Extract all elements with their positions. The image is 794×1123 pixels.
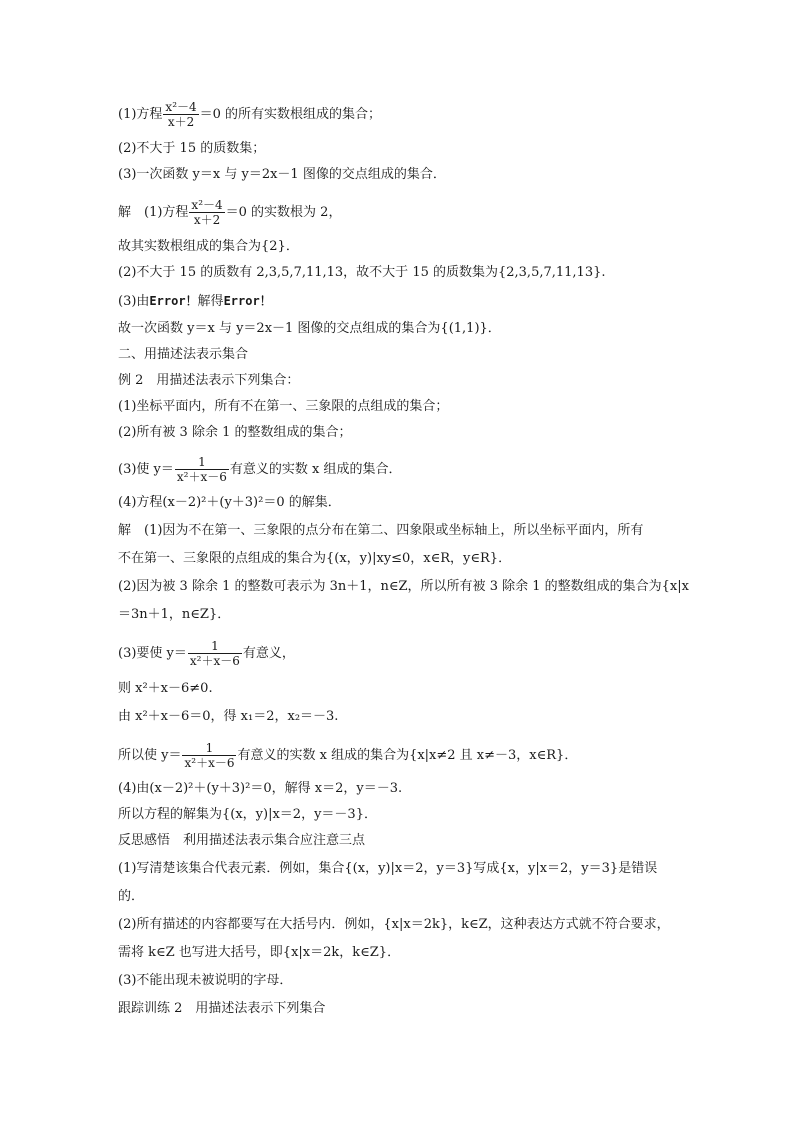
solution-3b-line: 故一次函数 y＝x 与 y＝2x－1 图像的交点组成的集合为{(1,1)}． bbox=[118, 321, 501, 336]
practice-title: 跟踪训练 2 用描述法表示下列集合 bbox=[118, 1001, 326, 1016]
answer-1a: 解 (1)因为不在第一、三象限的点分布在第二、四象限或坐标轴上，所以坐标平面内，所有 bbox=[118, 523, 644, 538]
answer-2a: (2)因为被 3 除余 1 的整数可表示为 3n＋1，n∈Z，所以所有被 3 除余 1 的整数组成的集合为{x|x bbox=[118, 579, 689, 594]
text: (3)使 y＝ bbox=[118, 462, 174, 477]
example-item-3 bbox=[118, 455, 402, 484]
example-title: 例 2 用描述法表示下列集合： bbox=[118, 373, 300, 388]
text: 所以使 y＝ bbox=[118, 748, 182, 763]
fraction-denominator: x＋2 bbox=[189, 212, 224, 227]
text: 有意义， bbox=[242, 646, 295, 661]
text: 解得 bbox=[197, 294, 224, 309]
text: (3)要使 y＝ bbox=[118, 646, 187, 661]
fraction-numerator: 1 bbox=[205, 741, 214, 755]
section-heading: 二、用描述法表示集合 bbox=[118, 347, 249, 362]
solution-1b-line: 故其实数根组成的集合为{2}． bbox=[118, 239, 299, 254]
answer-4b: 所以方程的解集为{(x，y)|x＝2，y＝－3}． bbox=[118, 807, 377, 822]
fraction bbox=[175, 455, 229, 484]
reflection-title: 反思感悟 利用描述法表示集合应注意三点 bbox=[118, 833, 366, 848]
fraction bbox=[188, 639, 242, 668]
text: (1)方程 bbox=[118, 107, 163, 122]
fraction bbox=[163, 100, 198, 129]
text: 有意义的实数 x 组成的集合． bbox=[229, 462, 402, 477]
answer-1b: 不在第一、三象限的点组成的集合为{(x，y)|xy≤0，x∈R，y∈R}． bbox=[118, 551, 512, 566]
fraction bbox=[182, 741, 236, 770]
fraction-denominator: x²＋x－6 bbox=[184, 756, 235, 770]
reflection-2b: 需将 k∈Z 也写进大括号，即{x|x＝2k，k∈Z}． bbox=[118, 945, 401, 960]
solution-1-line bbox=[118, 198, 341, 227]
text: ＝0 的实数根为 2， bbox=[225, 205, 342, 220]
reflection-3: (3)不能出现未被说明的字母． bbox=[118, 973, 293, 988]
answer-2b: ＝3n＋1，n∈Z}． bbox=[118, 607, 231, 622]
text: ＝0 的所有实数根组成的集合； bbox=[199, 107, 382, 122]
answer-4: (4)由(x－2)²＋(y＋3)²＝0，解得 x＝2，y＝－3. bbox=[118, 781, 403, 796]
fraction bbox=[189, 198, 224, 227]
fraction-numerator: 1 bbox=[211, 639, 219, 653]
example-item-2: (2)所有被 3 除余 1 的整数组成的集合； bbox=[118, 425, 352, 440]
fraction-denominator: x²＋x－6 bbox=[176, 470, 227, 484]
fraction-denominator: x＋2 bbox=[163, 114, 198, 129]
reflection-1b: 的． bbox=[118, 889, 145, 904]
fraction-denominator: x²＋x－6 bbox=[189, 654, 240, 668]
answer-3 bbox=[118, 639, 295, 668]
fraction-numerator: 1 bbox=[198, 455, 206, 469]
solution-3-line bbox=[118, 292, 272, 311]
fraction-numerator: x²－4 bbox=[165, 100, 197, 114]
reflection-2a: (2)所有描述的内容都要写在大括号内．例如，{x|x＝2k}，k∈Z，这种表达方式就不符合要求， bbox=[118, 917, 670, 932]
answer-3c: 由 x²＋x－6＝0，得 x₁＝2，x₂＝－3. bbox=[118, 709, 339, 724]
answer-3b: 则 x²＋x－6≠0. bbox=[118, 681, 213, 696]
reflection-1a: (1)写清楚该集合代表元素．例如，集合{(x，y)|x＝2，y＝3}写成{x，y|x＝2，y＝3}是错误 bbox=[118, 861, 658, 876]
problem-1-line bbox=[118, 100, 381, 129]
text: 解 (1)方程 bbox=[118, 205, 189, 220]
text: (3)由 bbox=[118, 294, 150, 309]
fraction-numerator: x²－4 bbox=[191, 198, 223, 212]
problem-2-line: (2)不大于 15 的质数集； bbox=[118, 141, 266, 156]
error-field: Error！ bbox=[223, 294, 272, 308]
problem-3-line: (3)一次函数 y＝x 与 y＝2x－1 图像的交点组成的集合． bbox=[118, 167, 446, 182]
example-item-1: (1)坐标平面内，所有不在第一、三象限的点组成的集合； bbox=[118, 399, 449, 414]
answer-3d bbox=[118, 741, 577, 770]
example-item-4: (4)方程(x－2)²＋(y＋3)²＝0 的解集． bbox=[118, 495, 341, 510]
solution-2-line: (2)不大于 15 的质数有 2,3,5,7,11,13，故不大于 15 的质数集为{2,3,5,7,11,13}. bbox=[118, 265, 606, 280]
error-field: Error！ bbox=[149, 294, 198, 308]
text: 有意义的实数 x 组成的集合为{x|x≠2 且 x≠－3，x∈R}． bbox=[237, 748, 578, 763]
